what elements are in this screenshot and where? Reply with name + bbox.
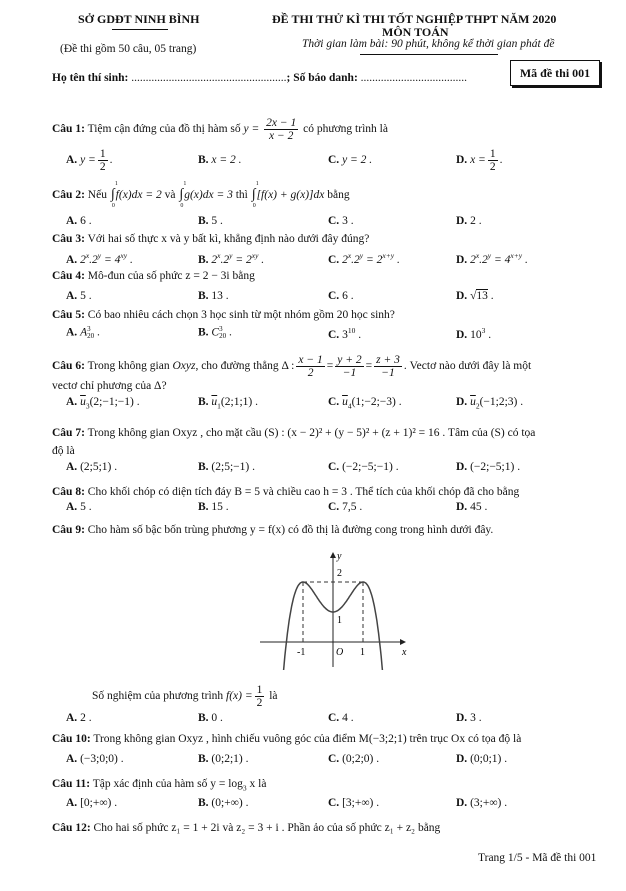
vector: $\overline{u}$: [211, 396, 218, 408]
option-key: A.: [66, 253, 78, 266]
option-key: D.: [456, 753, 468, 765]
denominator: 2: [99, 161, 106, 174]
x-axis-label: x: [402, 647, 407, 658]
question-label: Câu 12:: [52, 822, 91, 834]
option-key: A.: [66, 753, 78, 765]
question-label: Câu 6:: [52, 360, 85, 373]
q6-option-a[interactable]: [66, 396, 140, 410]
exponent: x: [347, 251, 352, 260]
option-key: C.: [328, 253, 340, 266]
option-key: D.: [456, 396, 468, 408]
numerator: y + 2: [337, 354, 362, 366]
page-count-note: (Đề thi gồm 50 câu, 05 trang): [60, 43, 197, 55]
q10-option-a[interactable]: [66, 753, 124, 765]
tail: .: [522, 253, 528, 266]
q6-option-b[interactable]: [198, 396, 258, 410]
option-value: 3 .: [470, 712, 482, 724]
subscript: 3: [85, 401, 90, 411]
upper-limit: 1: [183, 181, 187, 187]
mid: .2: [351, 253, 360, 266]
page-footer: Trang 1/5 - Mã đề thi 001: [478, 852, 597, 864]
q1-option-c[interactable]: [328, 154, 372, 166]
q9-option-c[interactable]: [328, 712, 354, 724]
exponent: x: [217, 251, 221, 260]
option-value: (−3;0;0) .: [80, 753, 124, 765]
option-key: A.: [66, 396, 78, 408]
q11-option-a[interactable]: [66, 797, 117, 809]
option-key: D.: [456, 461, 468, 473]
option-value: 3 .: [342, 215, 354, 227]
q2-option-d[interactable]: [456, 215, 482, 227]
question-6-line2: vectơ chỉ phương của Δ?: [52, 380, 167, 392]
q5-option-d[interactable]: [456, 326, 491, 341]
base: 3: [342, 328, 348, 341]
question-text: là: [269, 690, 278, 703]
exponent: y: [97, 251, 102, 260]
q4-option-c[interactable]: [328, 290, 354, 302]
question-text: Tiệm cận đứng của đồ thị hàm số: [87, 123, 241, 136]
option-value: 6 .: [342, 290, 354, 302]
option-key: C.: [328, 215, 340, 227]
rhs: = 4: [101, 253, 121, 266]
superscript: 3: [219, 325, 223, 333]
candidate-name-field[interactable]: ......................................................: [131, 72, 287, 84]
denominator: −1: [381, 367, 395, 380]
q5-option-a[interactable]: [66, 326, 100, 340]
question-text: . Vectơ nào dưới đây là một: [403, 360, 532, 373]
sqrt-sign: √: [470, 290, 477, 302]
q2-option-a[interactable]: [66, 215, 92, 227]
exam-subject: MÔN TOÁN: [382, 25, 449, 39]
option-key: B.: [198, 215, 209, 227]
function-graph: [255, 545, 415, 670]
coords: (2;1;1) .: [220, 396, 258, 408]
integral-sign: ∫ 1 0: [110, 181, 118, 209]
option-key: C.: [328, 753, 340, 765]
exponent: x+y: [382, 251, 395, 260]
subscript: 20: [87, 332, 95, 340]
question-text: Cho hai số phức z₁ = 1 + 2i và z₂ = 3 + i . Phần ảo của số phức z₁ + z₂ bằng: [93, 822, 441, 834]
tail: .: [94, 326, 100, 339]
question-label: Câu 10:: [52, 733, 91, 745]
q10-option-c[interactable]: [328, 753, 379, 765]
q9-option-d[interactable]: [456, 712, 482, 724]
question-text: và: [164, 189, 176, 201]
question-6: Câu 6: Trong không gian Oxyz, cho đường thẳng Δ : $\frac{x - 1}{2}$ = $\frac{y + 2}{-1}$ = $\frac{z + 3}{-1}$ . Vectơ nào dưới đây là một: [52, 354, 532, 380]
fraction: [374, 354, 402, 379]
q4-option-b[interactable]: [198, 290, 229, 302]
option-key: D.: [456, 154, 468, 167]
numerator: 1: [99, 148, 106, 160]
option-key: B.: [198, 501, 209, 513]
denominator: 2: [307, 367, 314, 380]
q1-option-d[interactable]: [456, 148, 502, 173]
question-2: [52, 181, 350, 209]
question-label: Câu 7:: [52, 427, 85, 439]
exponent: y: [229, 251, 233, 260]
radicand: 13: [476, 290, 488, 302]
q3-option-c[interactable]: [328, 251, 400, 266]
candidate-name-label: Họ tên thí sinh:: [52, 72, 129, 84]
option-value: (−2;−5;1) .: [470, 461, 521, 473]
fraction: [264, 117, 298, 142]
question-9-subtext: [92, 684, 278, 709]
tail: .: [394, 253, 400, 266]
question-3: [52, 233, 369, 245]
subscript: 4: [347, 401, 352, 411]
option-key: A.: [66, 326, 78, 339]
q1-option-b[interactable]: [198, 154, 242, 166]
rhs: = 2: [363, 253, 383, 266]
q4-option-a[interactable]: [66, 290, 92, 302]
option-key: A.: [66, 461, 78, 473]
question-7: [52, 427, 535, 439]
q1-option-a[interactable]: [66, 148, 112, 173]
coords: (−1;2;3) .: [479, 396, 524, 408]
question-text: Tập xác định của hàm số y = log: [92, 778, 243, 790]
question-9: [52, 524, 493, 536]
rhs: = 2: [232, 253, 252, 266]
base: 2: [342, 253, 348, 266]
separator: ;: [286, 72, 291, 84]
question-12: [52, 822, 440, 834]
option-value: 6 .: [80, 215, 92, 227]
option-key: D.: [456, 328, 468, 341]
q3-option-d[interactable]: [456, 251, 528, 266]
question-text: Trong không gian Oxyz , hình chiếu vuông góc của điểm M(−3;2;1) trên trục Ox có tọa độ là: [93, 733, 522, 745]
option-value: 5 .: [80, 501, 92, 513]
question-text: Mô-đun của số phức z = 2 − 3i bằng: [87, 270, 255, 282]
tail: .: [226, 326, 232, 339]
q11-option-b[interactable]: [198, 797, 248, 809]
tail: .: [485, 328, 492, 341]
line-symbol: Δ :: [281, 360, 295, 373]
option-value: (2;5;−1) .: [211, 461, 255, 473]
fraction: [488, 148, 498, 173]
symbol: A: [80, 326, 88, 339]
base: 10: [470, 328, 482, 341]
subscript: 1: [217, 401, 221, 411]
question-8: [52, 486, 519, 498]
q5-option-b[interactable]: [198, 326, 232, 340]
lower-limit: 0: [252, 203, 256, 209]
fraction: [255, 684, 265, 709]
question-label: Câu 5:: [52, 309, 85, 321]
denominator: x − 2: [269, 130, 294, 143]
q7-option-c[interactable]: [328, 461, 399, 473]
option-key: C.: [328, 328, 340, 341]
option-key: A.: [66, 290, 78, 302]
department-underline: [112, 29, 168, 30]
q5-option-c[interactable]: [328, 326, 361, 341]
vector: $\overline{u}$: [342, 396, 348, 408]
option-lhs: x =: [470, 154, 486, 167]
option-key: D.: [456, 290, 468, 302]
question-text: Trong không gian: [87, 360, 170, 373]
option-value: 2 .: [470, 215, 482, 227]
question-label: Câu 1:: [52, 123, 85, 136]
option-key: B.: [198, 326, 209, 339]
exponent: 10: [347, 326, 356, 335]
exam-code: Mã đề thi 001: [519, 65, 591, 80]
option-key: C.: [328, 154, 340, 166]
y-tick-2: 2: [337, 568, 342, 579]
question-text: bằng: [327, 189, 350, 201]
q2-option-c[interactable]: [328, 215, 354, 227]
rhs: = 4: [491, 253, 511, 266]
mid: .2: [220, 253, 230, 266]
integrand: [f(x) + g(x)]dx: [256, 189, 325, 201]
time-note: Thời gian làm bài: 90 phút, không kể thời gian phát đề: [302, 38, 555, 50]
math-lhs: f(x) =: [226, 690, 253, 703]
option-key: A.: [66, 501, 78, 513]
option-key: B.: [198, 154, 209, 166]
question-text: thì: [235, 189, 248, 201]
question-text: Cho khối chóp có diện tích đáy B = 5 và chiều cao h = 3 . Thể tích của khối chóp đã cho bằng: [87, 486, 520, 498]
question-4: [52, 270, 255, 282]
q4-option-d[interactable]: [456, 290, 494, 302]
q8-option-d[interactable]: [456, 501, 487, 513]
mid: .2: [479, 253, 488, 266]
option-value: (−2;−5;−1) .: [342, 461, 399, 473]
option-key: A.: [66, 712, 78, 724]
option-key: C.: [328, 501, 340, 513]
option-value: x = 2 .: [211, 154, 242, 166]
option-value: (2;5;1) .: [80, 461, 118, 473]
option-value: 0 .: [211, 712, 223, 724]
fraction: [335, 354, 363, 379]
question-text: Trong không gian Oxyz , cho mặt cầu (S) : (x − 2)² + (y − 5)² + (z + 1)² = 16 . Tâm của (S) có tọa: [87, 427, 536, 439]
option-key: C.: [328, 290, 340, 302]
time-underline: [360, 54, 498, 55]
question-10: [52, 733, 521, 745]
coord-system: Oxyz: [172, 360, 196, 373]
q7-option-a[interactable]: [66, 461, 117, 473]
question-text: Cho hàm số bậc bốn trùng phương y = f(x) có đồ thị là đường cong trong hình dưới đây.: [87, 524, 494, 536]
numerator: z + 3: [376, 354, 400, 366]
option-value: [3;+∞) .: [342, 797, 380, 809]
subscript: 2: [475, 401, 480, 411]
option-key: A.: [66, 215, 78, 227]
q2-option-b[interactable]: [198, 215, 223, 227]
q8-option-a[interactable]: [66, 501, 92, 513]
option-key: B.: [198, 753, 209, 765]
integrand: f(x)dx = 2: [115, 189, 162, 201]
question-5: [52, 309, 395, 321]
question-text: Nếu: [87, 189, 107, 201]
option-key: D.: [456, 797, 468, 809]
question-label: Câu 11:: [52, 778, 91, 790]
integrand: g(x)dx = 3: [184, 189, 233, 201]
option-key: C.: [328, 712, 340, 724]
q11-option-c[interactable]: [328, 797, 379, 809]
department-name: SỞ GDĐT NINH BÌNH: [78, 12, 200, 26]
question-11: [52, 778, 266, 792]
tail: .: [355, 328, 362, 341]
exponent: x: [85, 251, 90, 260]
q6-option-d[interactable]: [456, 396, 523, 410]
log-base: 3: [242, 783, 247, 793]
question-text: , cho đường thẳng: [195, 360, 279, 373]
q6-option-c[interactable]: [328, 396, 402, 410]
upper-limit: 1: [255, 181, 259, 187]
origin-label: O: [336, 647, 344, 658]
option-value: [0;+∞) .: [80, 797, 118, 809]
symbol: C: [211, 326, 220, 339]
option-key: B.: [198, 290, 209, 302]
lower-limit: 0: [180, 203, 184, 209]
option-value: 45 .: [470, 501, 488, 513]
option-value: 2 .: [80, 712, 92, 724]
tail: .: [258, 253, 265, 266]
option-key: D.: [456, 215, 468, 227]
question-7-line2: độ là: [52, 445, 75, 457]
candidate-id-label: Số báo danh:: [293, 72, 358, 84]
q10-option-d[interactable]: [456, 753, 507, 765]
candidate-line: [52, 72, 467, 84]
option-key: B.: [198, 797, 209, 809]
option-value: y = 2 .: [342, 154, 373, 166]
numerator: 1: [256, 684, 263, 696]
q10-option-b[interactable]: [198, 753, 248, 765]
base: 2: [80, 253, 86, 266]
tail: .: [109, 154, 113, 167]
fraction: [98, 148, 108, 173]
exponent: y: [487, 251, 492, 260]
mid: .2: [89, 253, 98, 266]
tail: .: [499, 154, 503, 167]
exponent: x+y: [510, 251, 523, 260]
option-key: D.: [456, 712, 468, 724]
option-key: D.: [456, 501, 468, 513]
denominator: 2: [256, 697, 263, 710]
q8-option-c[interactable]: [328, 501, 362, 513]
exponent: xy: [251, 251, 259, 260]
question-label: Câu 2:: [52, 189, 85, 201]
option-key: C.: [328, 461, 340, 473]
base: 2: [211, 253, 218, 266]
y-tick-1: 1: [337, 615, 342, 626]
numerator: 2x − 1: [266, 117, 297, 129]
question-label: Câu 4:: [52, 270, 85, 282]
option-key: A.: [66, 154, 78, 167]
option-value: 13 .: [211, 290, 229, 302]
option-key: B.: [198, 461, 209, 473]
numerator: 1: [489, 148, 496, 160]
q9-option-a[interactable]: [66, 712, 92, 724]
denominator: 2: [489, 161, 496, 174]
tail: .: [127, 253, 133, 266]
upper-limit: 1: [114, 181, 118, 187]
option-key: A.: [66, 797, 78, 809]
exponent: y: [359, 251, 364, 260]
exponent: x: [475, 251, 480, 260]
candidate-id-field[interactable]: .....................................: [360, 72, 468, 84]
option-key: B.: [198, 396, 209, 408]
q8-option-b[interactable]: [198, 501, 229, 513]
exam-title: ĐỀ THI THỬ KÌ THI TỐT NGHIỆP THPT NĂM 2020: [272, 12, 557, 26]
integral-sign: ∫ 1 0: [251, 181, 259, 209]
vector: $\overline{u}$: [80, 396, 86, 408]
math-lhs: y =: [243, 123, 260, 136]
option-value: 5 .: [80, 290, 92, 302]
question-label: Câu 3:: [52, 233, 85, 245]
question-text: có phương trình là: [303, 123, 388, 136]
option-key: C.: [328, 396, 340, 408]
q7-option-b[interactable]: [198, 461, 255, 473]
option-value: (0;0;1) .: [470, 753, 508, 765]
exponent: xy: [120, 251, 128, 260]
coords: (1;−2;−3) .: [351, 396, 402, 408]
question-text: Với hai số thực x và y bất kì, khẳng định nào dưới đây đúng?: [87, 233, 370, 245]
option-key: B.: [198, 712, 209, 724]
option-key: D.: [456, 253, 468, 266]
fraction: [296, 354, 324, 379]
base: 2: [470, 253, 476, 266]
q3-option-b[interactable]: [198, 251, 264, 266]
question-text: Có bao nhiêu cách chọn 3 học sinh từ một nhóm gồm 20 học sinh?: [87, 309, 395, 321]
x-tick-1: 1: [360, 647, 365, 658]
option-lhs: y =: [80, 154, 96, 167]
option-value: (0;2;1) .: [211, 753, 249, 765]
numerator: x − 1: [298, 354, 323, 366]
question-label: Câu 9:: [52, 524, 85, 536]
q3-option-a[interactable]: [66, 251, 133, 266]
lower-limit: 0: [111, 203, 115, 209]
vector: $\overline{u}$: [470, 396, 476, 408]
superscript: 3: [87, 325, 91, 333]
option-value: 4 .: [342, 712, 354, 724]
exam-code-box: [510, 60, 600, 86]
exponent: 3: [481, 326, 486, 335]
y-axis-label: y: [337, 551, 342, 562]
option-value: 15 .: [211, 501, 229, 513]
coords: (2;−1;−1) .: [89, 396, 140, 408]
question-1: [52, 117, 388, 142]
subscript: 20: [219, 332, 227, 340]
option-value: (3;+∞) .: [470, 797, 508, 809]
option-key: C.: [328, 797, 340, 809]
question-label: Câu 8:: [52, 486, 85, 498]
denominator: −1: [342, 367, 357, 380]
q9-option-b[interactable]: [198, 712, 223, 724]
question-text: Số nghiệm của phương trình: [92, 690, 224, 703]
q7-option-d[interactable]: [456, 461, 520, 473]
question-text: x là: [246, 778, 267, 790]
q11-option-d[interactable]: [456, 797, 507, 809]
option-value: 5 .: [211, 215, 223, 227]
option-value: (0;2;0) .: [342, 753, 380, 765]
integral-sign: ∫ 1 0: [179, 181, 187, 209]
option-key: B.: [198, 253, 209, 266]
tail: .: [487, 290, 494, 302]
x-tick-neg1: -1: [297, 647, 306, 658]
option-value: 7,5 .: [342, 501, 363, 513]
option-value: (0;+∞) .: [211, 797, 249, 809]
